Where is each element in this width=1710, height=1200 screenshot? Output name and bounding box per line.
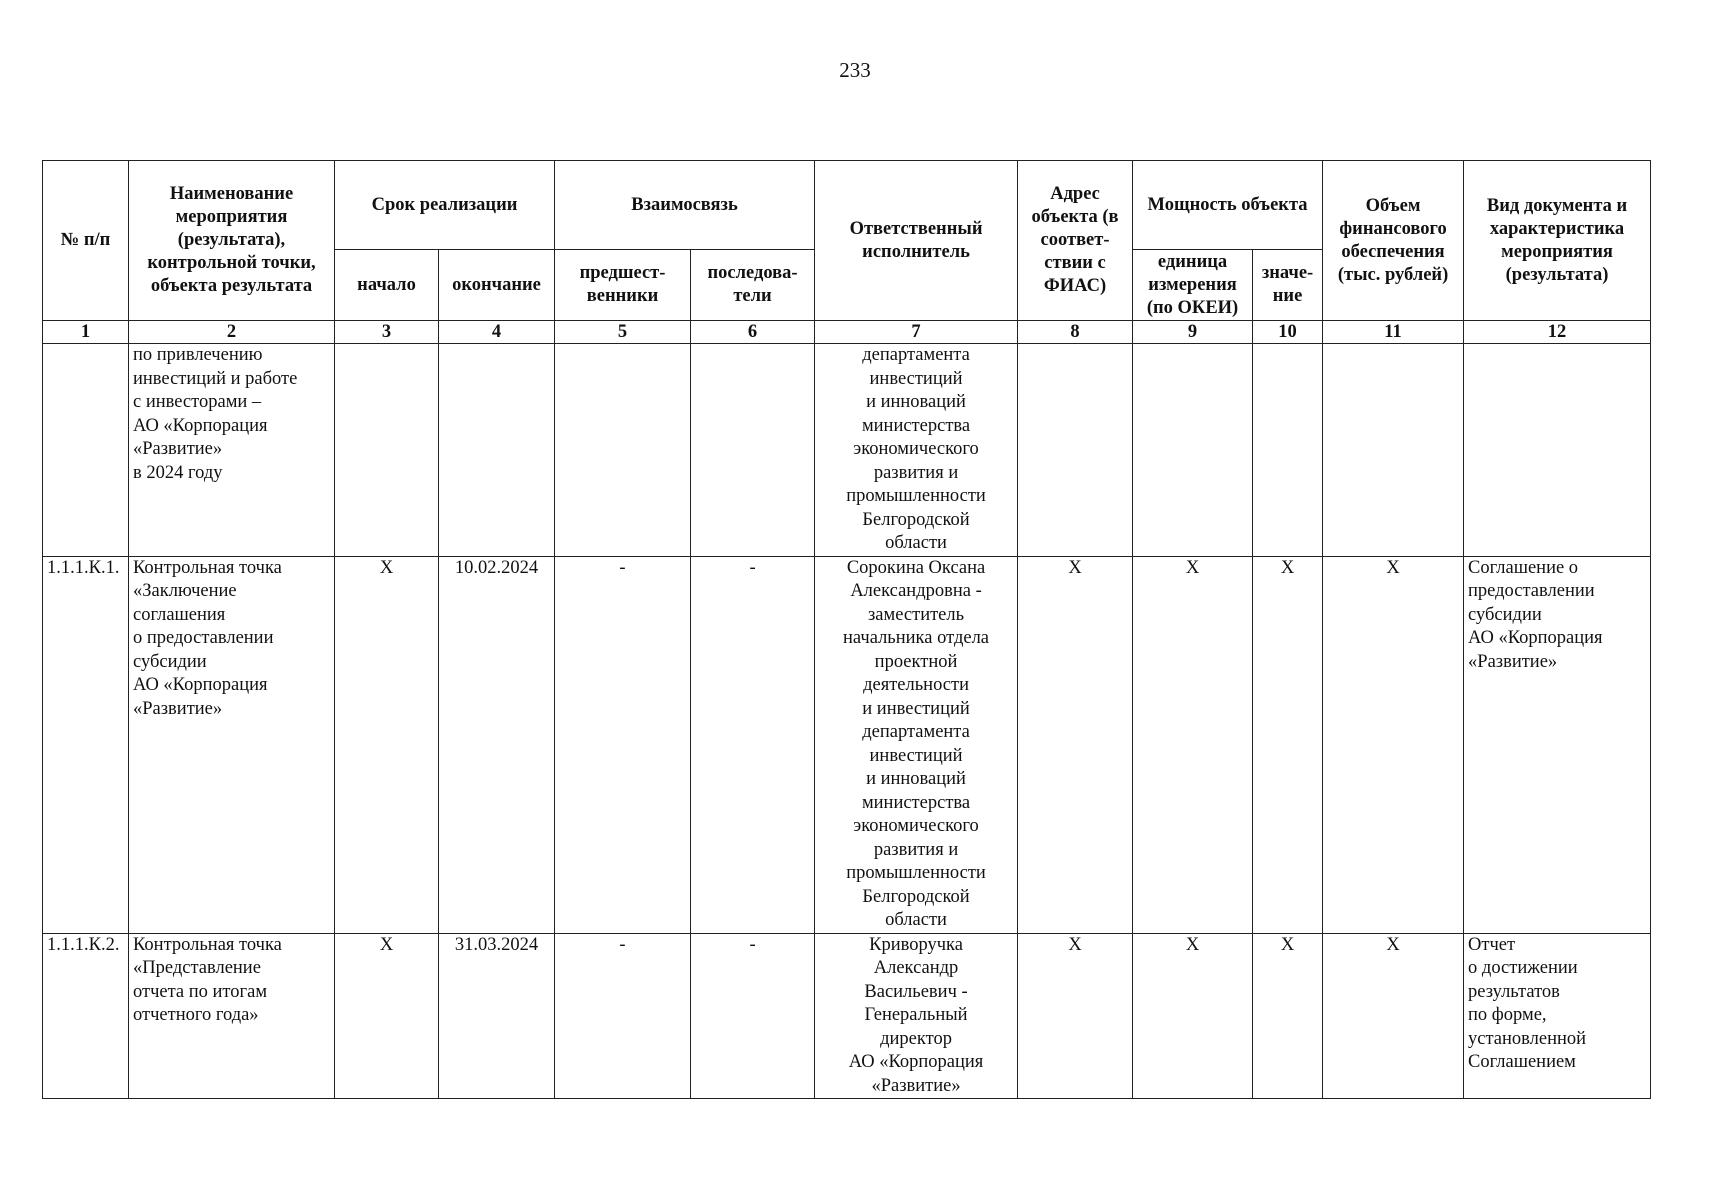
column-number: 1 xyxy=(43,321,129,344)
header-responsible: Ответственный исполнитель xyxy=(815,161,1018,321)
row-document: Соглашение о предоставлении субсидии АО «Корпорация «Развитие» xyxy=(1464,556,1651,933)
header-link-prev: предшест-венники xyxy=(555,250,691,321)
column-number: 6 xyxy=(691,321,815,344)
column-number: 11 xyxy=(1323,321,1464,344)
row-prev: - xyxy=(555,933,691,1099)
row-value: X xyxy=(1253,556,1323,933)
column-number: 3 xyxy=(335,321,439,344)
header-power: Мощность объекта xyxy=(1133,161,1323,250)
row-document xyxy=(1464,344,1651,557)
column-number: 8 xyxy=(1018,321,1133,344)
page-number: 233 xyxy=(839,58,871,82)
row-document: Отчет о достижении результатов по форме, установленной Соглашением xyxy=(1464,933,1651,1099)
header-term-end: окончание xyxy=(439,250,555,321)
row-next: - xyxy=(691,556,815,933)
row-start: X xyxy=(335,933,439,1099)
header-num: № п/п xyxy=(43,161,129,321)
row-end: 31.03.2024 xyxy=(439,933,555,1099)
column-number: 4 xyxy=(439,321,555,344)
row-unit xyxy=(1133,344,1253,557)
column-number: 9 xyxy=(1133,321,1253,344)
row-responsible: Сорокина Оксана Александровна - заместитель начальника отдела проектной деятельности и инвестиций департамента инвестиций и инноваций министерства экономического развития и промышленности Белгородской области xyxy=(815,556,1018,933)
header-address: Адрес объекта (в соответ-ствии с ФИАС) xyxy=(1018,161,1133,321)
row-number: 1.1.1.К.1. xyxy=(43,556,129,933)
row-number xyxy=(43,344,129,557)
row-number: 1.1.1.К.2. xyxy=(43,933,129,1099)
row-value: X xyxy=(1253,933,1323,1099)
column-number: 2 xyxy=(129,321,335,344)
row-unit: X xyxy=(1133,556,1253,933)
row-name: Контрольная точка «Заключение соглашения о предоставлении субсидии АО «Корпорация «Развитие» xyxy=(129,556,335,933)
row-start xyxy=(335,344,439,557)
row-end: 10.02.2024 xyxy=(439,556,555,933)
row-prev xyxy=(555,344,691,557)
header-term-start: начало xyxy=(335,250,439,321)
row-finance: X xyxy=(1323,556,1464,933)
header-finance: Объем финансового обеспечения (тыс. рублей) xyxy=(1323,161,1464,321)
row-next xyxy=(691,344,815,557)
row-name: Контрольная точка «Представление отчета по итогам отчетного года» xyxy=(129,933,335,1099)
row-address xyxy=(1018,344,1133,557)
header-link: Взаимосвязь xyxy=(555,161,815,250)
row-responsible: департамента инвестиций и инноваций министерства экономического развития и промышленности Белгородской области xyxy=(815,344,1018,557)
header-term: Срок реализации xyxy=(335,161,555,250)
row-start: X xyxy=(335,556,439,933)
header-row-1 xyxy=(43,161,1651,250)
table-row xyxy=(43,344,1651,557)
row-finance: X xyxy=(1323,933,1464,1099)
header-power-unit: единица измерения (по ОКЕИ) xyxy=(1133,250,1253,321)
row-address: X xyxy=(1018,933,1133,1099)
column-number: 5 xyxy=(555,321,691,344)
table-row xyxy=(43,933,1651,1099)
column-numbers-row xyxy=(43,321,1651,344)
header-link-next: последова-тели xyxy=(691,250,815,321)
header-name: Наименование мероприятия (результата), контрольной точки, объекта результата xyxy=(129,161,335,321)
row-prev: - xyxy=(555,556,691,933)
table-row xyxy=(43,556,1651,933)
row-unit: X xyxy=(1133,933,1253,1099)
column-number: 10 xyxy=(1253,321,1323,344)
row-responsible: Криворучка Александр Васильевич - Генеральный директор АО «Корпорация «Развитие» xyxy=(815,933,1018,1099)
plan-table xyxy=(42,160,1651,1099)
row-name: по привлечению инвестиций и работе с инвесторами – АО «Корпорация «Развитие» в 2024 году xyxy=(129,344,335,557)
header-document: Вид документа и характеристика мероприятия (результата) xyxy=(1464,161,1651,321)
column-number: 12 xyxy=(1464,321,1651,344)
row-finance xyxy=(1323,344,1464,557)
row-address: X xyxy=(1018,556,1133,933)
row-value xyxy=(1253,344,1323,557)
column-number: 7 xyxy=(815,321,1018,344)
row-end xyxy=(439,344,555,557)
row-next: - xyxy=(691,933,815,1099)
header-power-value: значе-ние xyxy=(1253,250,1323,321)
